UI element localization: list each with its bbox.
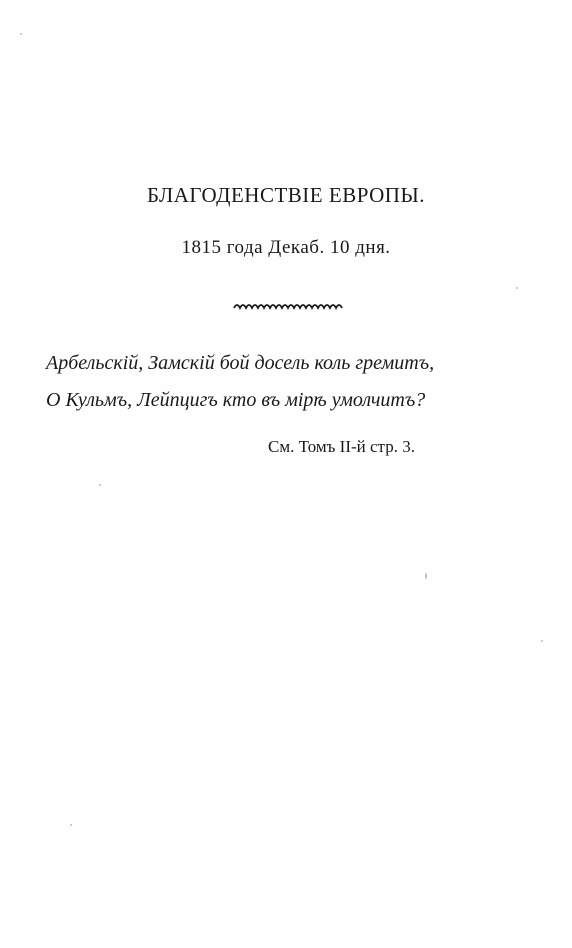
page-title: БЛАГОДЕНСТВІЕ ЕВРОПЫ. (146, 183, 426, 207)
reference-citation: См. Томъ II-й стр. 3. (268, 437, 415, 456)
paper-speck (20, 33, 22, 35)
epigraph-line-2: О Кульмъ, Лейпцигъ кто въ мірѣ умолчитъ? (46, 389, 426, 411)
paper-speck (70, 824, 72, 826)
date-line: 1815 года Декаб. 10 дня. (181, 237, 391, 258)
ornament-divider (232, 300, 344, 312)
paper-speck (99, 484, 101, 486)
paper-speck (425, 573, 427, 579)
paper-speck (516, 287, 518, 289)
paper-speck (541, 640, 543, 642)
epigraph-line-1: Арбельскій, Замскій бой досель коль гремитъ, (46, 352, 435, 374)
